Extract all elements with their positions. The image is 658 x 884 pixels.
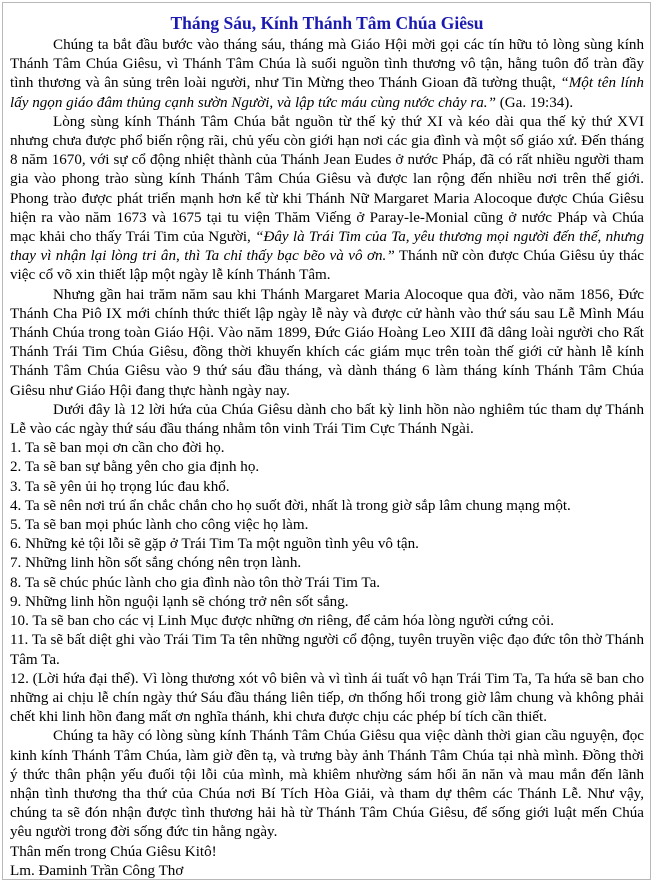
promises-intro-paragraph: Dưới đây là 12 lời hứa của Chúa Giêsu dành cho bất kỳ linh hồn nào nghiêm túc tham dự Thánh Lễ vào các ngày thứ sáu đầu tháng nhằm tôn vinh Trái Tim Cực Thánh Ngài. [10, 401, 644, 438]
list-item: 8. Ta sẽ chúc phúc lành cho gia đình nào tôn thờ Trái Tim Ta. [10, 574, 381, 591]
list-item: 9. Những linh hồn nguội lạnh sẽ chóng trở nên sốt sắng. [10, 593, 349, 610]
history-paragraph [10, 113, 644, 286]
list-item: 1. Ta sẽ ban mọi ơn cần cho đời họ. [10, 440, 225, 457]
list-item: 2. Ta sẽ ban sự bằng yên cho gia định họ. [10, 459, 260, 476]
gospel-reference: (Ga. 19:34). [495, 94, 574, 111]
closing-line: Thân mến trong Chúa Giêsu Kitô! [10, 843, 217, 860]
intro-paragraph [10, 36, 644, 113]
sacred-heart-quote: “Đây là Trái Tim của Ta, yêu thương mọi người đến thế, nhưng thay vì nhận lại lòng tri ân, thì Ta chỉ thấy bạc bẽo và vô ơn.” [10, 229, 644, 265]
gospel-quote: “Một tên lính lấy ngọn giáo đâm thủng cạnh sườn Người, và lập tức máu cùng nước chảy ra.” [10, 75, 644, 111]
signature: Lm. Đaminh Trần Công Thơ [10, 862, 184, 879]
list-item: 11. Ta sẽ bất diệt ghi vào Trái Tim Ta tên những người cổ động, tuyên truyền việc đạo đức tôn thờ Thánh Tâm Ta. [10, 632, 644, 668]
history-text: Lòng sùng kính Thánh Tâm Chúa bắt nguồn từ thế kỷ thứ XI và kéo dài qua thế kỷ thứ XVI nhưng chưa được phổ biến rộng rãi, chủ yếu còn giới hạn nơi các gia đình và một số giáo xứ. Đến tháng 8 năm 1670, với sự cổ động nhiệt thành của Thánh Jean Eudes ở nước Pháp, đã có rất nhiều người tham gia vào phong trào sùng kính Thánh Tâm Chúa Giêsu và được lan rộng đến nhiều nơi trên thế giới. Phong trào được phát triển mạnh hơn kể từ khi Thánh Nữ Margaret Maria Alocoque được Chúa Giêsu hiện ra vào năm 1673 và 1675 tại tu viện Thăm Viếng ở Paray-le-Monial cũng ở nước Pháp và Chúa mạc khải cho thấy Trái Tim của Người, [10, 113, 644, 246]
list-item: 12. (Lời hứa đại thể). Vì lòng thương xót vô biên và vì tình ái tuất vô hạn Trái Tim Ta, Ta hứa sẽ ban cho những ai chịu lễ chín ngày thứ Sáu đầu tháng liên tiếp, ơn thống hối trong giờ lâm chung và không phải chết khi linh hồn đang mất ơn nghĩa thánh, khi chưa được chịu các phép bí tích cần thiết. [10, 670, 644, 726]
document-title: Tháng Sáu, Kính Thánh Tâm Chúa Giêsu [170, 13, 484, 33]
exhortation-paragraph: Chúng ta hãy có lòng sùng kính Thánh Tâm Chúa Giêsu qua việc dành thời gian cầu nguyện, đọc kinh kính Thánh Tâm Chúa, làm giờ đền tạ, và trưng bày ảnh Thánh Tâm Chúa tại nhà mình. Đồng thời ý thức thân phận yếu đuối tội lỗi của mình, mà khiêm nhường sám hối ăn năn và mau mắn đến lãnh nhận tình thương tha thứ của Chúa nơi Bí Tích Hòa Giải, và tham dự thêm các Thánh Lễ. Như vậy, chúng ta sẽ đón nhận được tình thương hải hà từ Thánh Tâm Chúa Giêsu, để sống giới luật mến Chúa yêu người trong đời sống đức tin hằng ngày. [10, 728, 644, 841]
feast-paragraph: Nhưng gần hai trăm năm sau khi Thánh Margaret Maria Alocoque qua đời, vào năm 1856, Đức Thánh Cha Piô IX mới chính thức thiết lập ngày lễ này và được cử hành vào thứ sáu sau Lễ Mình Máu Thánh Chúa trong toàn Giáo Hội. Vào năm 1899, Đức Giáo Hoàng Leo XIII đã dâng loài người cho Rất Thánh Trái Tim Chúa Giêsu, đồng thời khuyến khích các giám mục trên toàn thế giới cử hành lễ kính Thánh Tâm Chúa Giêsu vào 9 thứ sáu đầu tháng, và dành tháng 6 làm tháng kính Thánh Tâm Chúa Giêsu như Giáo Hội đang thực hành ngày nay. [10, 286, 644, 399]
document-frame [2, 2, 651, 880]
history-text-after: Thánh nữ còn được Chúa Giêsu ủy thác việc cổ võ xin thiết lập một ngày lễ kính Thánh Tâm. [10, 248, 644, 284]
intro-text: Chúng ta bắt đầu bước vào tháng sáu, tháng mà Giáo Hội mời gọi các tín hữu tỏ lòng sùng kính Thánh Tâm Chúa Giêsu, vì Thánh Tâm Chúa là suối nguồn tình thương vô tận, hằng tuôn đổ tràn đầy tình thương và ân sủng trên loài người, như Tin Mừng theo Thánh Gioan đã tường thuật, [10, 37, 644, 92]
list-item: 6. Những kẻ tội lỗi sẽ gặp ở Trái Tim Ta một nguồn tình yêu vô tận. [10, 536, 419, 553]
list-item: 3. Ta sẽ yên ủi họ trọng lúc đau khổ. [10, 478, 230, 495]
list-item: 7. Những linh hồn sốt sắng chóng nên trọn lành. [10, 555, 302, 572]
list-item: 4. Ta sẽ nên nơi trú ẩn chắc chắn cho họ suốt đời, nhất là trong giờ sắp lâm chung mạng một. [10, 497, 571, 514]
list-item: 5. Ta sẽ ban mọi phúc lành cho công việc họ làm. [10, 517, 309, 534]
list-item: 10. Ta sẽ ban cho các vị Linh Mục được những ơn riêng, để cảm hóa lòng người cứng cỏi. [10, 613, 555, 630]
promises-list [10, 439, 644, 727]
